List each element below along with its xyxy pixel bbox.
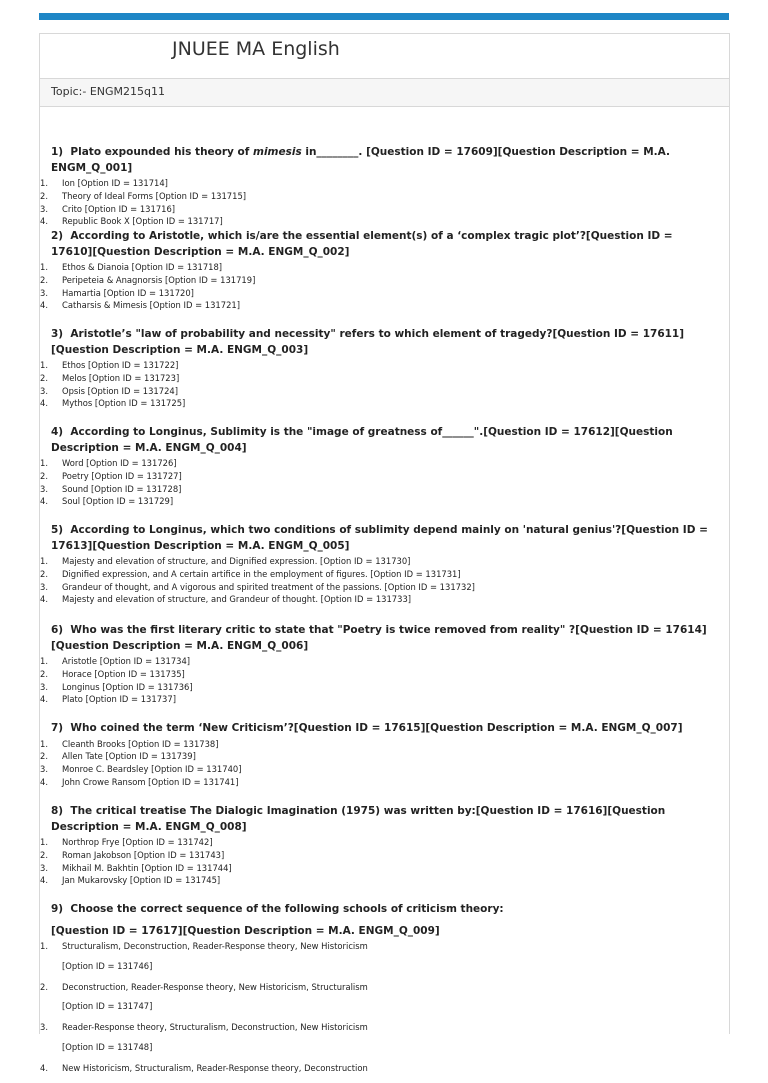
options-list bbox=[40, 738, 716, 789]
option-item[interactable]: 2. Peripeteia & Anagnorsis [Option ID = 131719] bbox=[40, 274, 256, 285]
question-list bbox=[40, 106, 729, 1073]
option-item[interactable]: 1. Aristotle [Option ID = 131734] bbox=[40, 656, 191, 666]
options-list bbox=[40, 655, 716, 706]
option-item[interactable]: 3. Crito [Option ID = 131716] bbox=[40, 203, 176, 214]
question-5 bbox=[40, 523, 716, 606]
option-item[interactable]: 2. Allen Tate [Option ID = 131739] bbox=[40, 751, 196, 762]
option-item[interactable]: 3. Reader-Response theory, Structuralism, Deconstruction, New Historicism [Option ID = 131748] bbox=[40, 1022, 368, 1052]
options-list bbox=[40, 177, 716, 228]
option-item[interactable]: 1. Word [Option ID = 131726] bbox=[40, 458, 177, 468]
option-item[interactable]: 3. Mikhail M. Bakhtin [Option ID = 131744] bbox=[40, 862, 232, 873]
option-item[interactable]: 4. John Crowe Ransom [Option ID = 131741] bbox=[40, 776, 239, 787]
option-item[interactable]: 4. Majesty and elevation of structure, and Grandeur of thought. [Option ID = 131733] bbox=[40, 594, 412, 605]
question-text: 7) Who coined the term ‘New Criticism’?[Question ID = 17615][Question Description = M.A. ENGM_Q_007] bbox=[51, 722, 683, 734]
option-item[interactable]: 1. Ethos & Dianoia [Option ID = 131718] bbox=[40, 262, 223, 272]
question-text: 3) Aristotle’s "law of probability and necessity" refers to which element of tragedy?[Question ID = 17611][Question Description = M.A. ENGM_Q_003] bbox=[51, 328, 685, 356]
question-text: 5) According to Longinus, which two conditions of sublimity depend mainly on 'natural genius'?[Question ID = 17613][Question Description = M.A. ENGM_Q_005] bbox=[51, 524, 708, 552]
options-list bbox=[40, 359, 716, 410]
option-item[interactable]: 4. Mythos [Option ID = 131725] bbox=[40, 398, 186, 409]
question-id-line: [Question ID = 17617][Question Description = M.A. ENGM_Q_009] bbox=[51, 924, 440, 937]
option-item[interactable]: 2. Poetry [Option ID = 131727] bbox=[40, 470, 182, 481]
option-item[interactable]: 2. Theory of Ideal Forms [Option ID = 131715] bbox=[40, 190, 247, 201]
question-7 bbox=[40, 721, 716, 789]
option-item[interactable]: 2. Roman Jakobson [Option ID = 131743] bbox=[40, 849, 225, 860]
options-list bbox=[40, 836, 716, 887]
options-list bbox=[40, 261, 716, 312]
top-accent-bar bbox=[39, 13, 729, 20]
option-item[interactable]: 3. Sound [Option ID = 131728] bbox=[40, 483, 182, 494]
topic-label: Topic:- ENGM215q11 bbox=[51, 85, 166, 98]
option-item[interactable]: 1. Northrop Frye [Option ID = 131742] bbox=[40, 837, 213, 847]
question-text: 6) Who was the first literary critic to state that "Poetry is twice removed from reality" ?[Question ID = 17614][Question Description = M.A. ENGM_Q_006] bbox=[51, 624, 707, 652]
question-8 bbox=[40, 804, 716, 887]
option-item[interactable]: 3. Opsis [Option ID = 131724] bbox=[40, 385, 179, 396]
option-item[interactable]: 4. Soul [Option ID = 131729] bbox=[40, 496, 174, 507]
question-text: 1) Plato expounded his theory of mimesis in________. [Question ID = 17609][Question Description = M.A. ENGM_Q_001] bbox=[51, 146, 670, 174]
question-1 bbox=[40, 145, 716, 228]
option-item[interactable]: 3. Hamartia [Option ID = 131720] bbox=[40, 287, 194, 298]
options-list bbox=[40, 555, 716, 606]
option-item[interactable]: 1. Structuralism, Deconstruction, Reader-Response theory, New Historicism [Option ID = 131746] bbox=[40, 941, 368, 971]
question-9 bbox=[40, 902, 716, 1083]
option-item[interactable]: 3. Longinus [Option ID = 131736] bbox=[40, 681, 193, 692]
option-item[interactable]: 1. Cleanth Brooks [Option ID = 131738] bbox=[40, 738, 219, 749]
option-item[interactable]: 4. Republic Book X [Option ID = 131717] bbox=[40, 216, 223, 227]
option-item[interactable]: 4. Plato [Option ID = 131737] bbox=[40, 694, 176, 705]
option-item[interactable]: 4. Catharsis & Mimesis [Option ID = 131721] bbox=[40, 300, 241, 311]
question-3 bbox=[40, 327, 716, 410]
option-item[interactable]: 1. Ethos [Option ID = 131722] bbox=[40, 360, 179, 370]
question-text: 2) According to Aristotle, which is/are the essential element(s) of a ‘complex tragic plot’?[Question ID = 17610][Question Description = M.A. ENGM_Q_002] bbox=[51, 230, 673, 258]
question-2 bbox=[40, 229, 716, 312]
question-sheet bbox=[39, 33, 730, 1073]
option-item[interactable]: 4. Jan Mukarovsky [Option ID = 131745] bbox=[40, 875, 221, 886]
option-item[interactable]: 3. Grandeur of thought, and A vigorous and spirited treatment of the passions. [Option ID = 131732] bbox=[40, 581, 475, 592]
page-title: JNUEE MA English bbox=[172, 38, 340, 60]
option-item[interactable]: 2. Deconstruction, Reader-Response theory, New Historicism, Structuralism [Option ID = 131747] bbox=[40, 981, 368, 1012]
question-text: 8) The critical treatise The Dialogic Imagination (1975) was written by:[Question ID = 17616][Question Description = M.A. ENGM_Q_008] bbox=[51, 805, 666, 833]
option-item[interactable]: 1. Majesty and elevation of structure, and Dignified expression. [Option ID = 131730] bbox=[40, 556, 411, 566]
options-list bbox=[40, 940, 716, 1075]
options-list bbox=[40, 457, 716, 508]
question-6 bbox=[40, 623, 716, 706]
option-item[interactable]: 2. Melos [Option ID = 131723] bbox=[40, 372, 180, 383]
option-item[interactable]: 2. Dignified expression, and A certain artifice in the employment of figures. [Option ID = 131731] bbox=[40, 568, 461, 579]
option-item[interactable]: 1. Ion [Option ID = 131714] bbox=[40, 178, 168, 188]
question-4 bbox=[40, 425, 716, 508]
option-item[interactable]: 3. Monroe C. Beardsley [Option ID = 131740] bbox=[40, 764, 242, 775]
option-item[interactable]: 2. Horace [Option ID = 131735] bbox=[40, 668, 185, 679]
question-text: 4) According to Longinus, Sublimity is the "image of greatness of______".[Question ID = 17612][Question Description = M.A. ENGM_Q_004] bbox=[51, 426, 673, 454]
question-text: 9) Choose the correct sequence of the following schools of criticism theory: bbox=[51, 903, 504, 915]
option-item[interactable]: 4. New Historicism, Structuralism, Reader-Response theory, Deconstruction bbox=[40, 1062, 368, 1073]
topic-row bbox=[40, 78, 729, 107]
